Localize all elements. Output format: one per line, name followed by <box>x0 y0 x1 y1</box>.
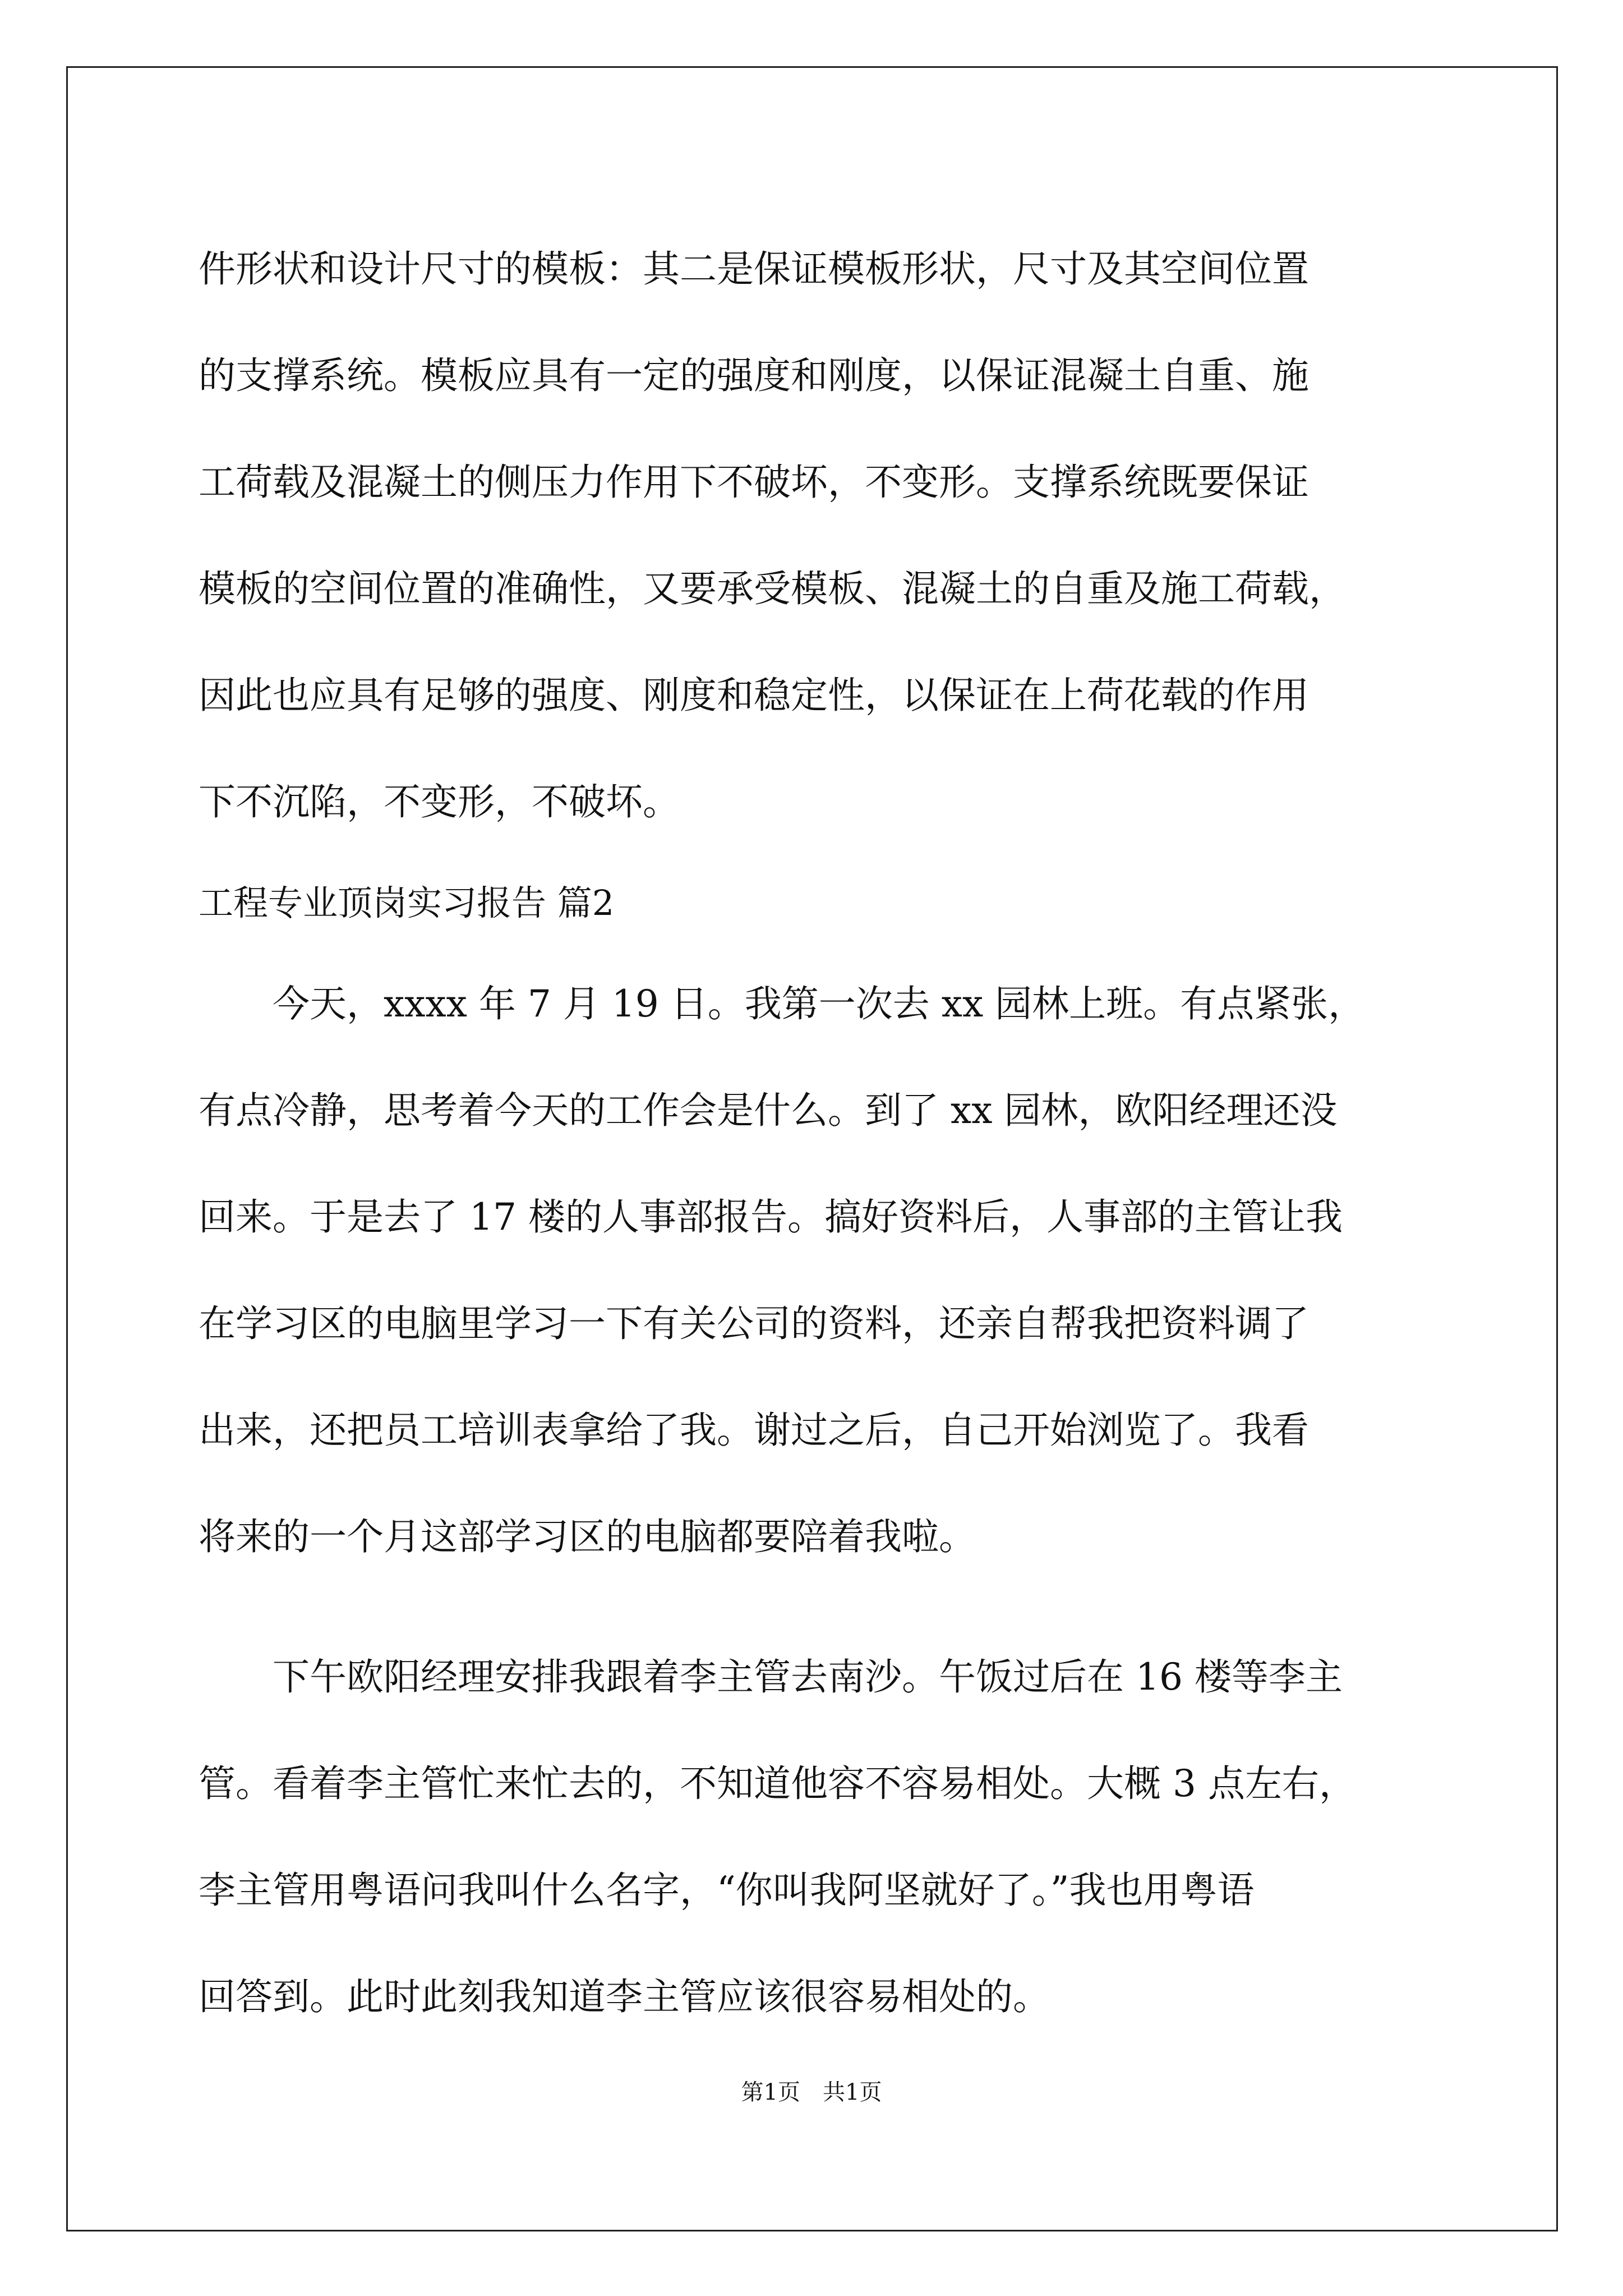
text-line: 将来的一个月这部学习区的电脑都要陪着我啦。 <box>199 1515 976 1558</box>
document-body <box>199 216 1427 2050</box>
text-line: 件形状和设计尺寸的模板：其二是保证模板形状，尺寸及其空间位置 <box>199 247 1309 291</box>
text-line: 今天，xxxx 年 7 月 19 日。我第一次去 xx 园林上班。有点紧张， <box>273 982 1366 1025</box>
text-line: 回来。于是去了 17 楼的人事部报告。搞好资料后，人事部的主管让我 <box>199 1195 1343 1239</box>
text-line: 在学习区的电脑里学习一下有关公司的资料，还亲自帮我把资料调了 <box>199 1302 1309 1345</box>
text-line: 回答到。此时此刻我知道李主管应该很容易相处的。 <box>199 1975 1050 2018</box>
text-line: 工荷载及混凝土的侧压力作用下不破坏，不变形。支撑系统既要保证 <box>199 461 1309 504</box>
text-line: 下不沉陷，不变形，不破坏。 <box>199 780 680 823</box>
text-line: 管。看着李主管忙来忙去的，不知道他容不容易相处。大概 3 点左右， <box>199 1762 1356 1805</box>
text-line: 下午欧阳经理安排我跟着李主管去南沙。午饭过后在 16 楼等李主 <box>273 1655 1343 1699</box>
text-line: 有点冷静，思考着今天的工作会是什么。到了 xx 园林，欧阳经理还没 <box>199 1089 1338 1132</box>
section-heading: 工程专业顶岗实习报告 篇2 <box>199 882 615 923</box>
paragraph-2 <box>199 951 1427 1590</box>
paragraph-3 <box>199 1624 1427 2050</box>
text-line: 模板的空间位置的准确性，又要承受模板、混凝土的自重及施工荷载， <box>199 567 1346 610</box>
paragraph-1 <box>199 216 1427 855</box>
text-line: 因此也应具有足够的强度、刚度和稳定性，以保证在上荷花载的作用 <box>199 674 1309 717</box>
page-number-footer: 第1页 共1页 <box>741 2079 882 2105</box>
text-line: 的支撑系统。模板应具有一定的强度和刚度，以保证混凝土自重、施 <box>199 354 1309 397</box>
text-line: 出来，还把员工培训表拿给了我。谢过之后，自己开始浏览了。我看 <box>199 1409 1309 1452</box>
text-line: 李主管用粤语问我叫什么名字，“你叫我阿坚就好了。”我也用粤语 <box>199 1869 1255 1912</box>
paragraph-spacer <box>199 1590 1427 1624</box>
